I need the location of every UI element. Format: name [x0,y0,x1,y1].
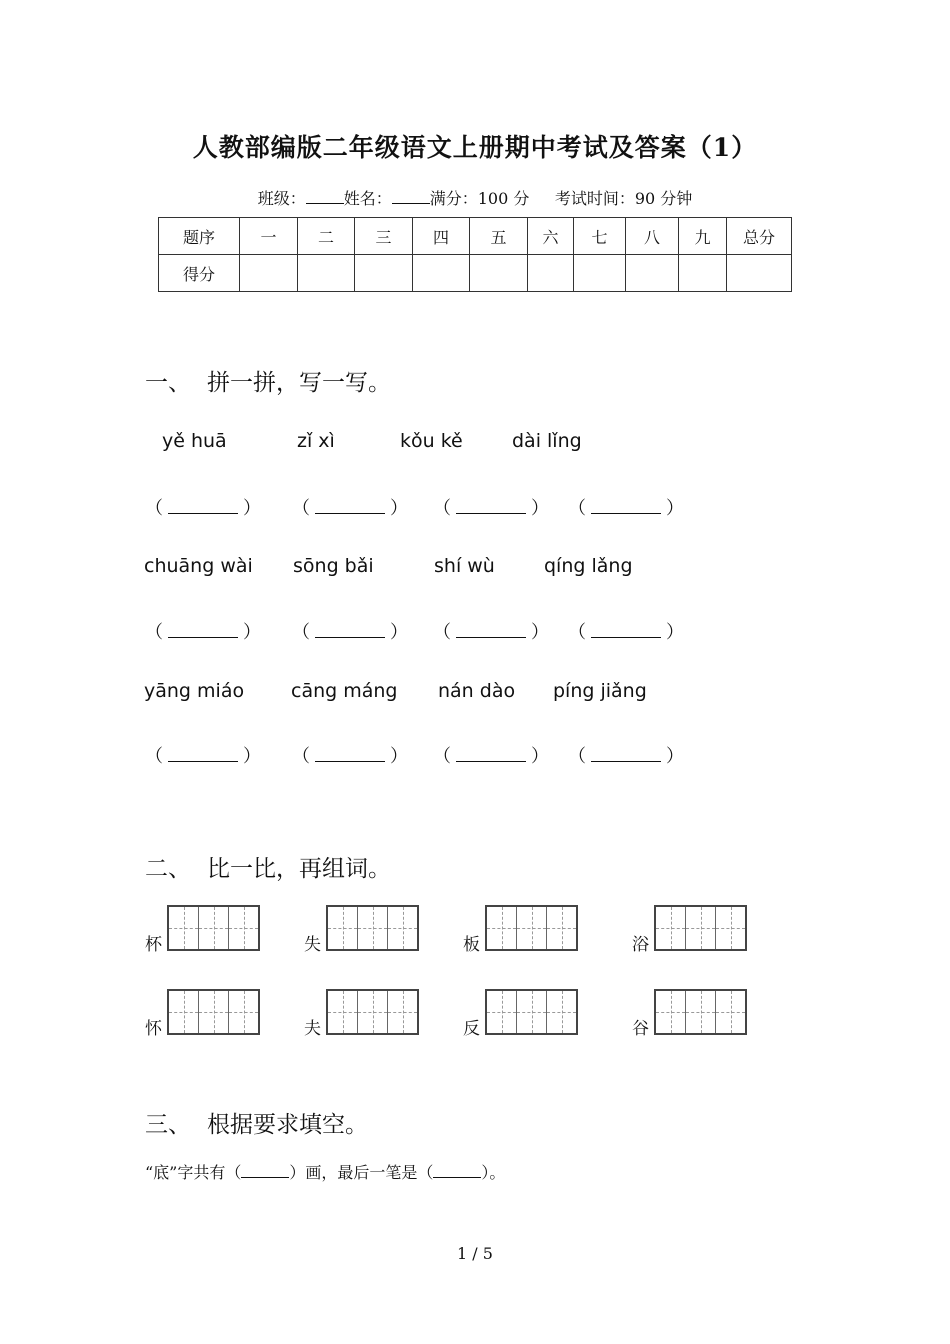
score-cell[interactable] [727,255,792,292]
score-cell[interactable] [528,255,574,292]
pinyin-item: píng jiǎng [553,680,647,702]
section3-number: 三、 [145,1112,191,1138]
score-table-score-row [159,255,792,292]
score-table [158,217,792,292]
exam-info [0,186,950,209]
pinyin-item: yāng miáo [144,680,245,702]
score-cell[interactable] [355,255,413,292]
writing-grid[interactable] [167,905,260,951]
compare-char: 杯 [145,935,162,955]
score-cell[interactable] [298,255,355,292]
score-cell[interactable] [413,255,470,292]
score-cell[interactable] [574,255,626,292]
header-cell: 九 [679,218,727,255]
question-text: ）画，最后一笔是（ [289,1163,434,1182]
pinyin-item: kǒu kě [400,430,463,452]
writing-grid[interactable] [654,989,747,1035]
answer-blank[interactable]: （ ） [433,498,549,519]
score-cell[interactable] [626,255,679,292]
answer-blank[interactable]: （ ） [568,498,684,519]
answer-blank[interactable]: （ ） [568,746,684,767]
section1-number: 一、 [145,370,191,396]
name-label: 姓名： [343,189,392,208]
answer-blank[interactable]: （ ） [145,622,261,643]
compare-char: 反 [463,1019,480,1039]
answer-blank[interactable]: （ ） [433,746,549,767]
header-cell: 四 [413,218,470,255]
page-number: 1 / 5 [457,1244,493,1263]
compare-char: 夫 [304,1019,321,1039]
pinyin-item: zǐ xì [297,430,335,452]
pinyin-item: chuāng wài [144,555,253,577]
question-text: ）。 [481,1163,506,1182]
header-cell: 八 [626,218,679,255]
compare-char: 谷 [632,1019,649,1039]
writing-grid[interactable] [326,989,419,1035]
section3-title: 根据要求填空。 [207,1112,368,1138]
name-blank[interactable] [392,189,430,204]
stroke-count-blank[interactable] [241,1164,289,1178]
header-cell: 五 [470,218,528,255]
class-label: 班级： [257,189,306,208]
writing-grid[interactable] [654,905,747,951]
pinyin-item: sōng bǎi [293,555,374,577]
answer-blank[interactable]: （ ） [433,622,549,643]
pinyin-item: qíng lǎng [544,555,633,577]
answer-blank[interactable]: （ ） [292,746,408,767]
pinyin-item: yě huā [162,430,227,452]
section3-heading [145,1106,368,1139]
pinyin-item: cāng máng [291,680,398,702]
section2-number: 二、 [145,856,191,882]
compare-char: 失 [304,935,321,955]
section1-title: 拼一拼，写一写。 [207,370,391,396]
class-blank[interactable] [306,189,344,204]
answer-blank[interactable]: （ ） [292,498,408,519]
section2-heading [145,850,391,883]
header-cell: 题序 [159,218,240,255]
pinyin-item: dài lǐng [512,430,582,452]
compare-char: 板 [463,935,480,955]
question-text: “底”字共有（ [145,1163,242,1182]
exam-time: 考试时间：90 分钟 [554,189,693,208]
section2-title: 比一比，再组词。 [207,856,391,882]
header-cell: 总分 [727,218,792,255]
writing-grid[interactable] [485,989,578,1035]
answer-blank[interactable]: （ ） [292,622,408,643]
answer-blank[interactable]: （ ） [568,622,684,643]
writing-grid[interactable] [326,905,419,951]
full-score: 满分：100 分 [429,189,530,208]
writing-grid[interactable] [167,989,260,1035]
page-title: 人教部编版二年级语文上册期中考试及答案（1） [192,133,758,162]
fill-in-question [145,1160,505,1183]
pinyin-item: shí wù [434,555,495,577]
header-cell: 一 [240,218,298,255]
answer-blank[interactable]: （ ） [145,746,261,767]
writing-grid[interactable] [485,905,578,951]
score-cell[interactable] [679,255,727,292]
score-cell[interactable] [240,255,298,292]
header-cell: 七 [574,218,626,255]
section1-heading [145,364,391,397]
score-table-header-row [159,218,792,255]
header-cell: 三 [355,218,413,255]
compare-char: 浴 [632,935,649,955]
score-cell[interactable] [470,255,528,292]
score-row-label: 得分 [159,255,240,292]
header-cell: 二 [298,218,355,255]
pinyin-item: nán dào [438,680,516,702]
header-cell: 六 [528,218,574,255]
answer-blank[interactable]: （ ） [145,498,261,519]
compare-char: 怀 [145,1019,162,1039]
last-stroke-blank[interactable] [433,1164,481,1178]
